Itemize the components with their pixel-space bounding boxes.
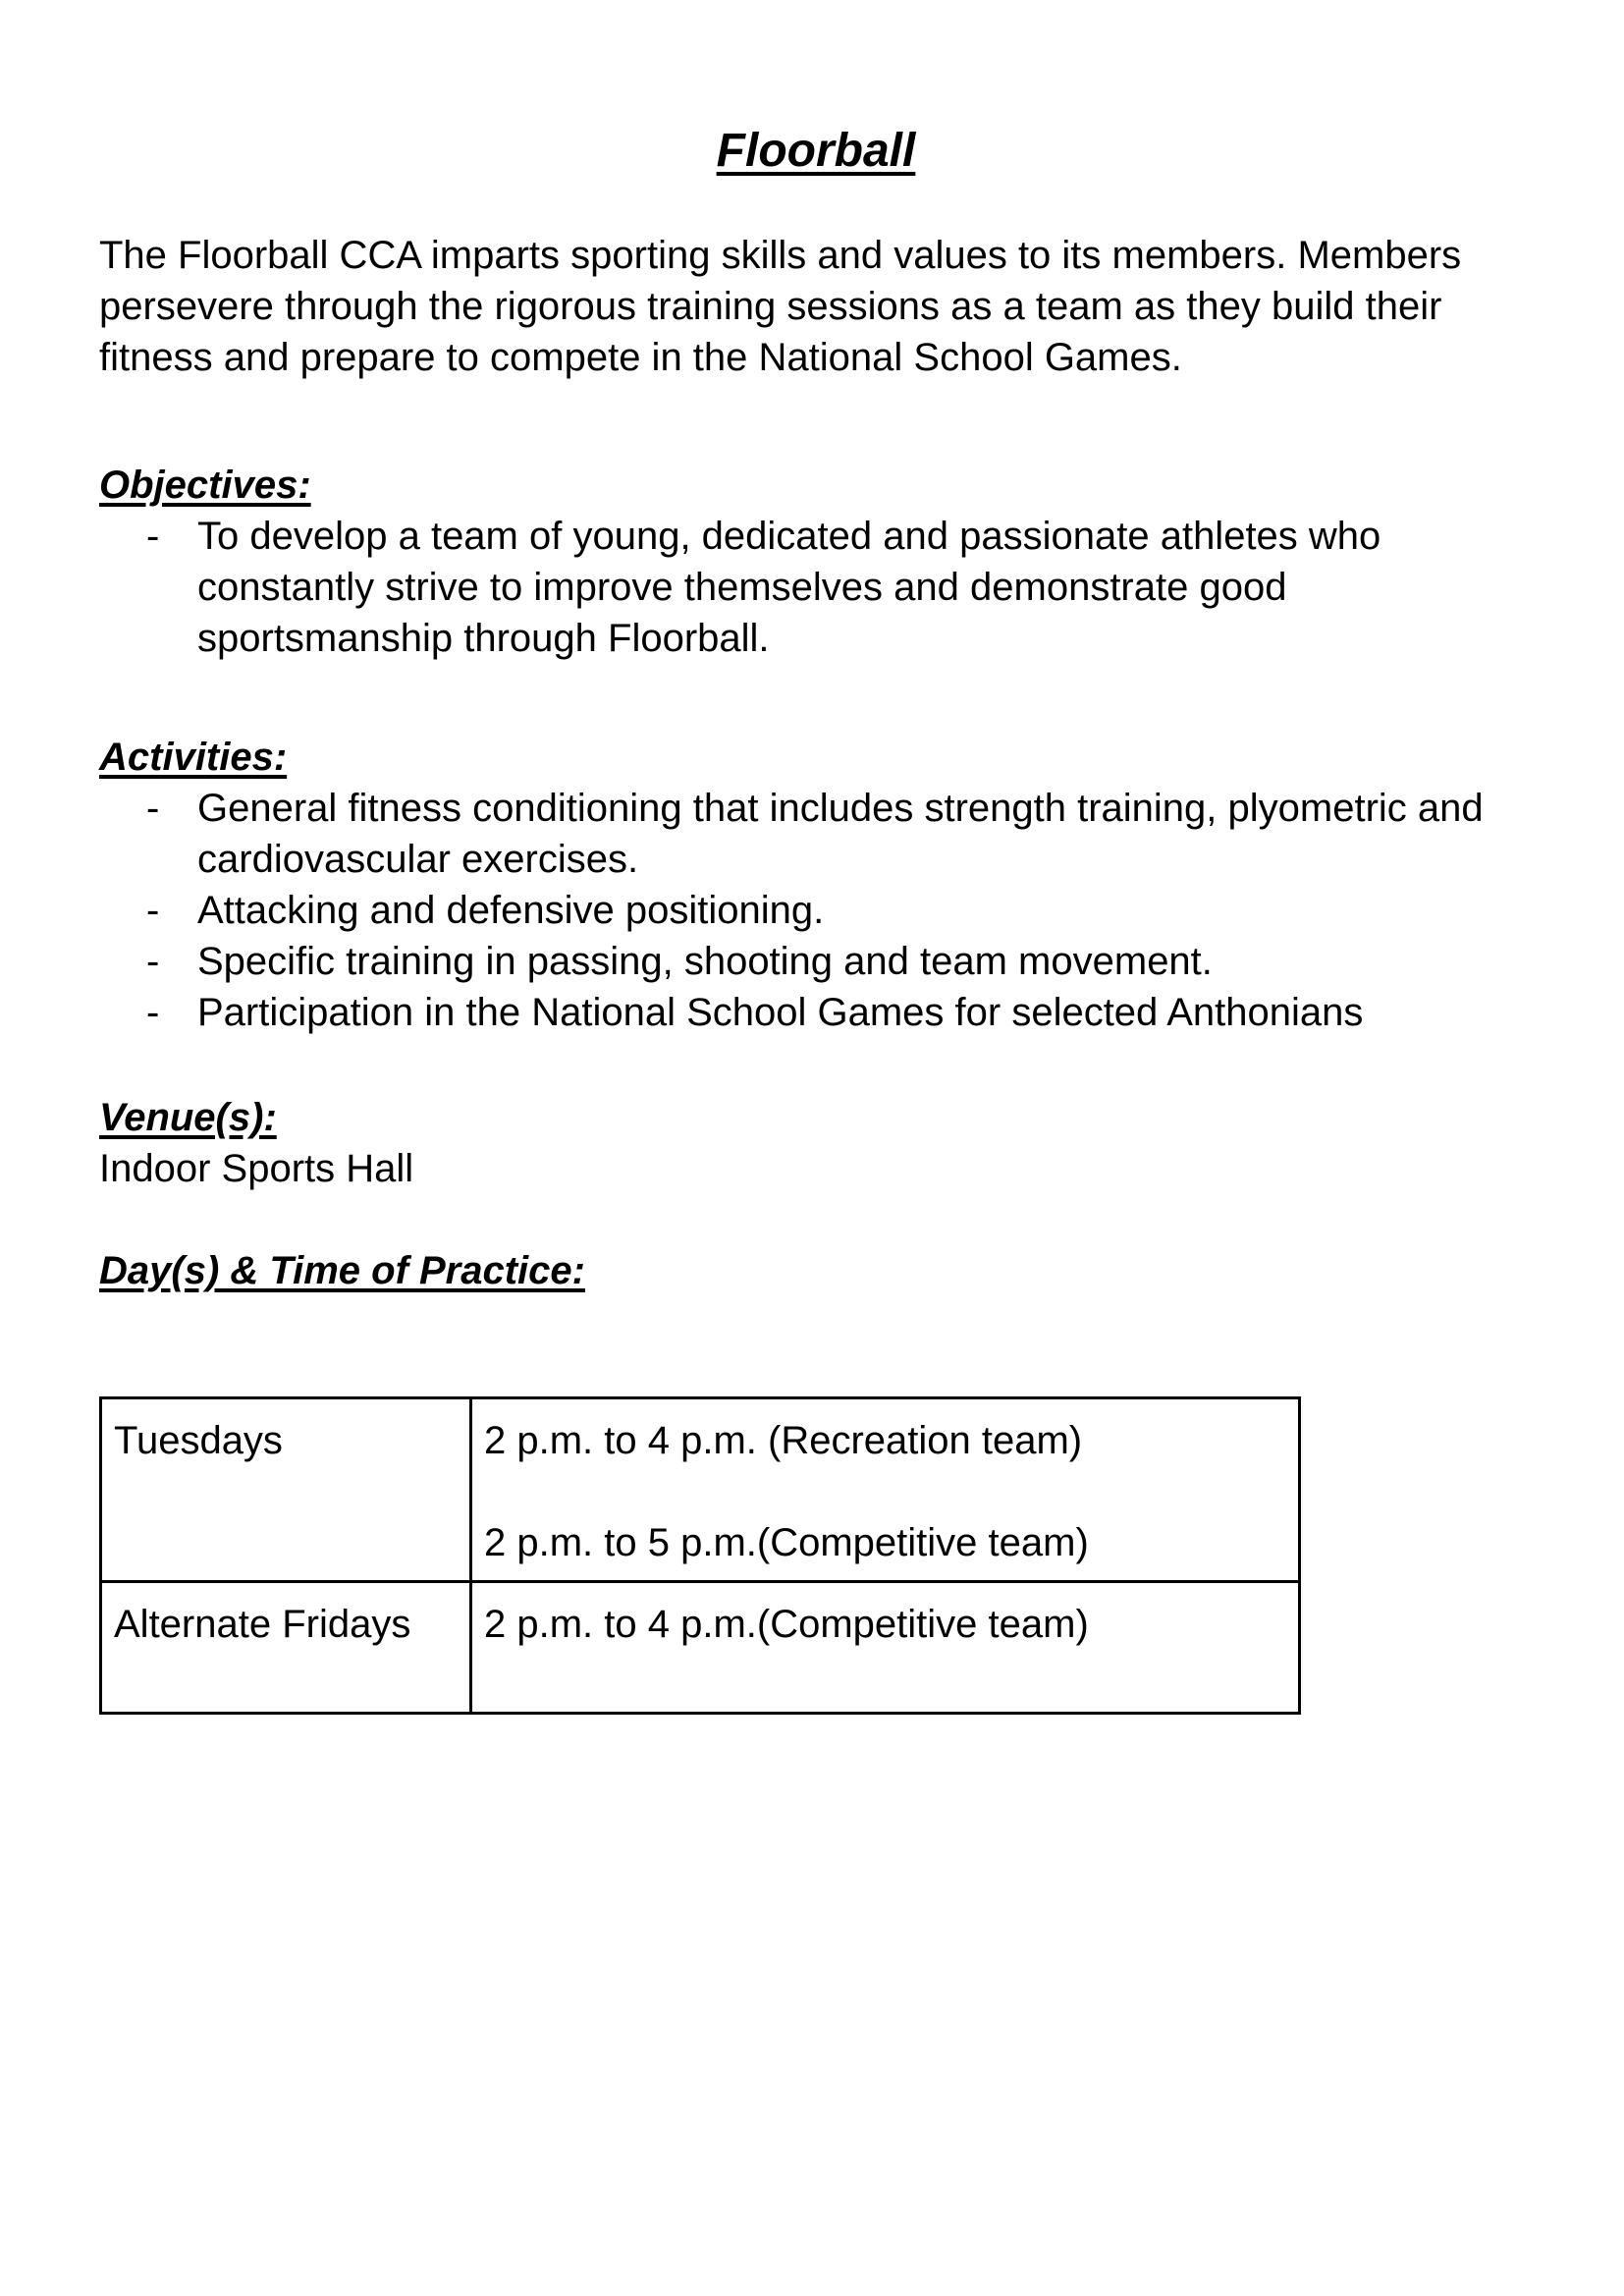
time-entry: 2 p.m. to 5 p.m.(Competitive team) — [484, 1521, 1089, 1564]
activity-text: Specific training in passing, shooting and team movement. — [197, 940, 1213, 983]
bullet-dash: - — [146, 991, 160, 1034]
objectives-heading: Objectives: — [99, 464, 311, 507]
list-item — [99, 987, 1533, 1038]
practice-schedule-table — [99, 1396, 1301, 1715]
objectives-list — [99, 511, 1533, 664]
time-cell — [471, 1398, 1300, 1582]
day-cell: Alternate Fridays — [101, 1582, 471, 1714]
day-cell: Tuesdays — [101, 1398, 471, 1582]
time-entry: 2 p.m. to 4 p.m. (Recreation team) — [484, 1419, 1083, 1462]
activity-text: Attacking and defensive positioning. — [197, 889, 825, 932]
page-title: Floorball — [716, 125, 916, 177]
list-item — [99, 783, 1533, 885]
venue-heading: Venue(s): — [99, 1096, 277, 1139]
intro-paragraph: The Floorball CCA imparts sporting skills and values to its members. Members persevere through the rigorous training sessions as a team as they build their fitness and prepare to compete in the National School Games. — [99, 234, 1462, 379]
activities-list — [99, 783, 1533, 1038]
bullet-dash: - — [146, 787, 160, 830]
objective-text: To develop a team of young, dedicated and passionate athletes who constantly strive to improve themselves and demonstrate good sportsmanship through Floorball. — [197, 515, 1381, 660]
bullet-dash: - — [146, 889, 160, 932]
table-row — [101, 1582, 1300, 1714]
activity-text: Participation in the National School Games for selected Anthonians — [197, 991, 1364, 1034]
activity-text: General fitness conditioning that includes strength training, plyometric and cardiovascular exercises. — [197, 787, 1484, 881]
bullet-dash: - — [146, 940, 160, 983]
time-cell — [471, 1582, 1300, 1714]
time-entry: 2 p.m. to 4 p.m.(Competitive team) — [484, 1603, 1089, 1646]
list-item — [99, 936, 1533, 987]
bullet-dash: - — [146, 515, 160, 558]
venue-text: Indoor Sports Hall — [99, 1147, 414, 1190]
activities-heading: Activities: — [99, 736, 288, 779]
practice-heading: Day(s) & Time of Practice: — [99, 1249, 585, 1292]
list-item — [99, 885, 1533, 936]
spacer — [484, 1466, 1286, 1517]
list-item — [99, 511, 1533, 664]
table-row — [101, 1398, 1300, 1582]
